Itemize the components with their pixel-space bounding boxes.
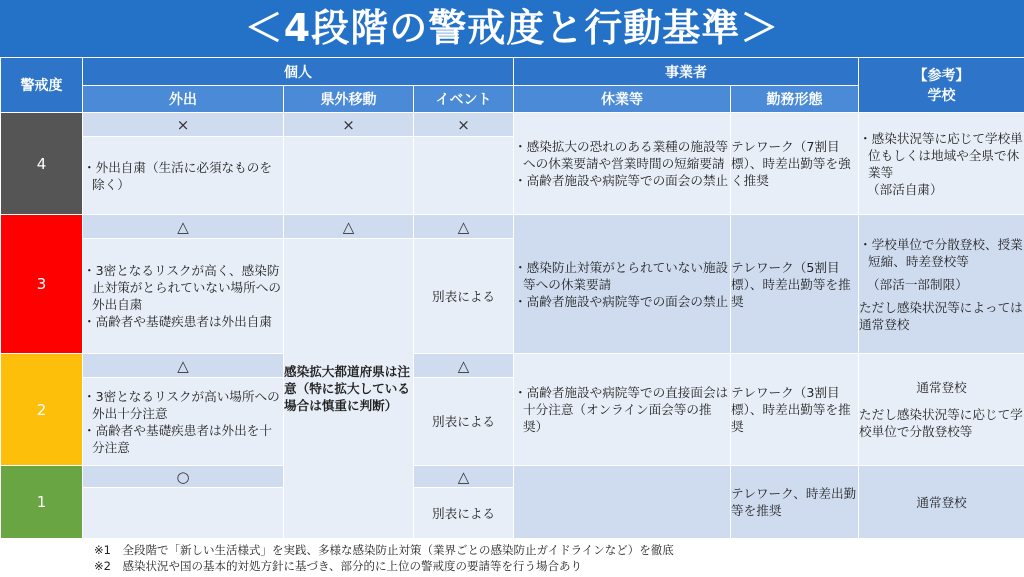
header-individual: 個人 bbox=[83, 58, 514, 86]
level-2-outing-text bbox=[83, 378, 284, 466]
level-4-cell: 4 bbox=[1, 113, 83, 215]
level-4-school-line: ・感染状況等に応じて学校単位もしくは地域や全県で休業等 bbox=[859, 130, 1023, 180]
level-3-outing-text bbox=[83, 239, 284, 354]
level-4-outing-text bbox=[83, 137, 284, 215]
level-4-closure-line: ・感染拡大の恐れのある業種の施設等への休業要請や営業時間の短縮要請 bbox=[514, 139, 729, 171]
level-3-cell: 3 bbox=[1, 215, 83, 354]
level-2-work-style: テレワーク（3割目標）、時差出勤等を推奨 bbox=[731, 354, 859, 466]
level-3-event-mark: △ bbox=[414, 215, 514, 239]
level-2-outing-mark: △ bbox=[83, 354, 284, 378]
level-4-closure-line: ・高齢者施設や病院等での面会の禁止 bbox=[514, 173, 729, 188]
level-3-work-style: テレワーク（5割目標）、時差出勤等を推奨 bbox=[731, 215, 859, 354]
level-3-closure-line: ・高齢者施設や病院等での面会の禁止 bbox=[514, 293, 729, 309]
level-2-school-line: ただし感染状況等に応じて学校単位で分散登校等 bbox=[859, 407, 1023, 439]
level-4-school bbox=[859, 113, 1024, 215]
level-4-school-line: （部活自粛） bbox=[867, 181, 943, 197]
level-3-event-text: 別表による bbox=[414, 239, 514, 354]
level-1-outing-empty bbox=[83, 488, 284, 539]
header-event: イベント bbox=[414, 86, 514, 113]
level-3-travel-mark: △ bbox=[284, 215, 414, 239]
header-outing: 外出 bbox=[83, 86, 284, 113]
alert-level-table bbox=[0, 57, 1024, 539]
header-closure: 休業等 bbox=[514, 86, 731, 113]
level-3-outing-mark: △ bbox=[83, 215, 284, 239]
header-level: 警戒度 bbox=[1, 58, 83, 113]
level-3-closure bbox=[514, 215, 731, 354]
level-1-school: 通常登校 bbox=[859, 466, 1024, 539]
level-4-outing-line: ・外出自粛（生活に必須なものを除く） bbox=[83, 159, 272, 192]
level-4-outing-mark: × bbox=[83, 113, 284, 137]
level-2-closure-line: ・高齢者施設や病院等での直接面会は十分注意（オンライン面会等の推奨） bbox=[514, 385, 729, 434]
level-3-school-line: ただし感染状況等によっては通常登校 bbox=[859, 299, 1023, 332]
level-4-travel-mark: × bbox=[284, 113, 414, 137]
header-school-label: 学校 bbox=[927, 88, 956, 104]
level-1-event-mark: △ bbox=[414, 466, 514, 488]
level-3-outing-line: ・3密となるリスクが高く、感染防止対策がとられていない場所への外出自粛 bbox=[83, 263, 281, 312]
level-4-event-mark: × bbox=[414, 113, 514, 137]
footnote-1: ※1 全段階で「新しい生活様式」を実践、多様な感染防止対策（業界ごとの感染防止ガイドラインなど）を徹底 bbox=[94, 543, 674, 557]
level-2-outing-line: ・3密となるリスクが高い場所への外出十分注意 bbox=[83, 388, 280, 421]
level-2-closure bbox=[514, 354, 731, 466]
travel-level-2-1-text: 感染拡大都道府県は注意（特に拡大している場合は慎重に判断） bbox=[284, 239, 414, 539]
header-school bbox=[859, 58, 1024, 113]
level-1-cell: 1 bbox=[1, 466, 83, 539]
level-4-closure bbox=[514, 113, 731, 215]
header-work-style: 勤務形態 bbox=[731, 86, 859, 113]
header-business: 事業者 bbox=[514, 58, 859, 86]
level-1-closure-empty bbox=[514, 466, 731, 539]
level-4-work-style: テレワーク（7割目標）、時差出勤等を強く推奨 bbox=[731, 113, 859, 215]
level-4-event-empty bbox=[414, 137, 514, 215]
level-1-work-style: テレワーク、時差出勤等を推奨 bbox=[731, 466, 859, 539]
level-1-outing-mark: ○ bbox=[83, 466, 284, 488]
level-3-closure-line: ・感染防止対策がとられていない施設等への休業要請 bbox=[514, 259, 729, 292]
level-3-outing-line: ・高齢者や基礎疾患者は外出自粛 bbox=[83, 314, 272, 329]
footnote-2: ※2 感染状況や国の基本的対処方針に基づき、部分的に上位の警戒度の要請等を行う場合あり bbox=[94, 559, 582, 573]
level-4-travel-empty bbox=[284, 137, 414, 215]
level-2-cell: 2 bbox=[1, 354, 83, 466]
level-1-event-text: 別表による bbox=[414, 488, 514, 539]
level-3-school-line: （部活一部制限） bbox=[867, 276, 968, 292]
level-2-school-line: 通常登校 bbox=[916, 380, 967, 395]
level-2-event-mark: △ bbox=[414, 354, 514, 378]
page-title: ＜4段階の警戒度と行動基準＞ bbox=[0, 0, 1024, 57]
level-2-event-text: 別表による bbox=[414, 378, 514, 466]
level-3-school bbox=[859, 215, 1024, 354]
level-2-outing-line: ・高齢者や基礎疾患者は外出を十分注意 bbox=[83, 422, 272, 455]
header-reference-label: 【参考】 bbox=[913, 68, 970, 84]
header-travel: 県外移動 bbox=[284, 86, 414, 113]
level-3-school-line: ・学校単位で分散登校、授業短縮、時差登校等 bbox=[859, 236, 1023, 269]
level-2-school bbox=[859, 354, 1024, 466]
